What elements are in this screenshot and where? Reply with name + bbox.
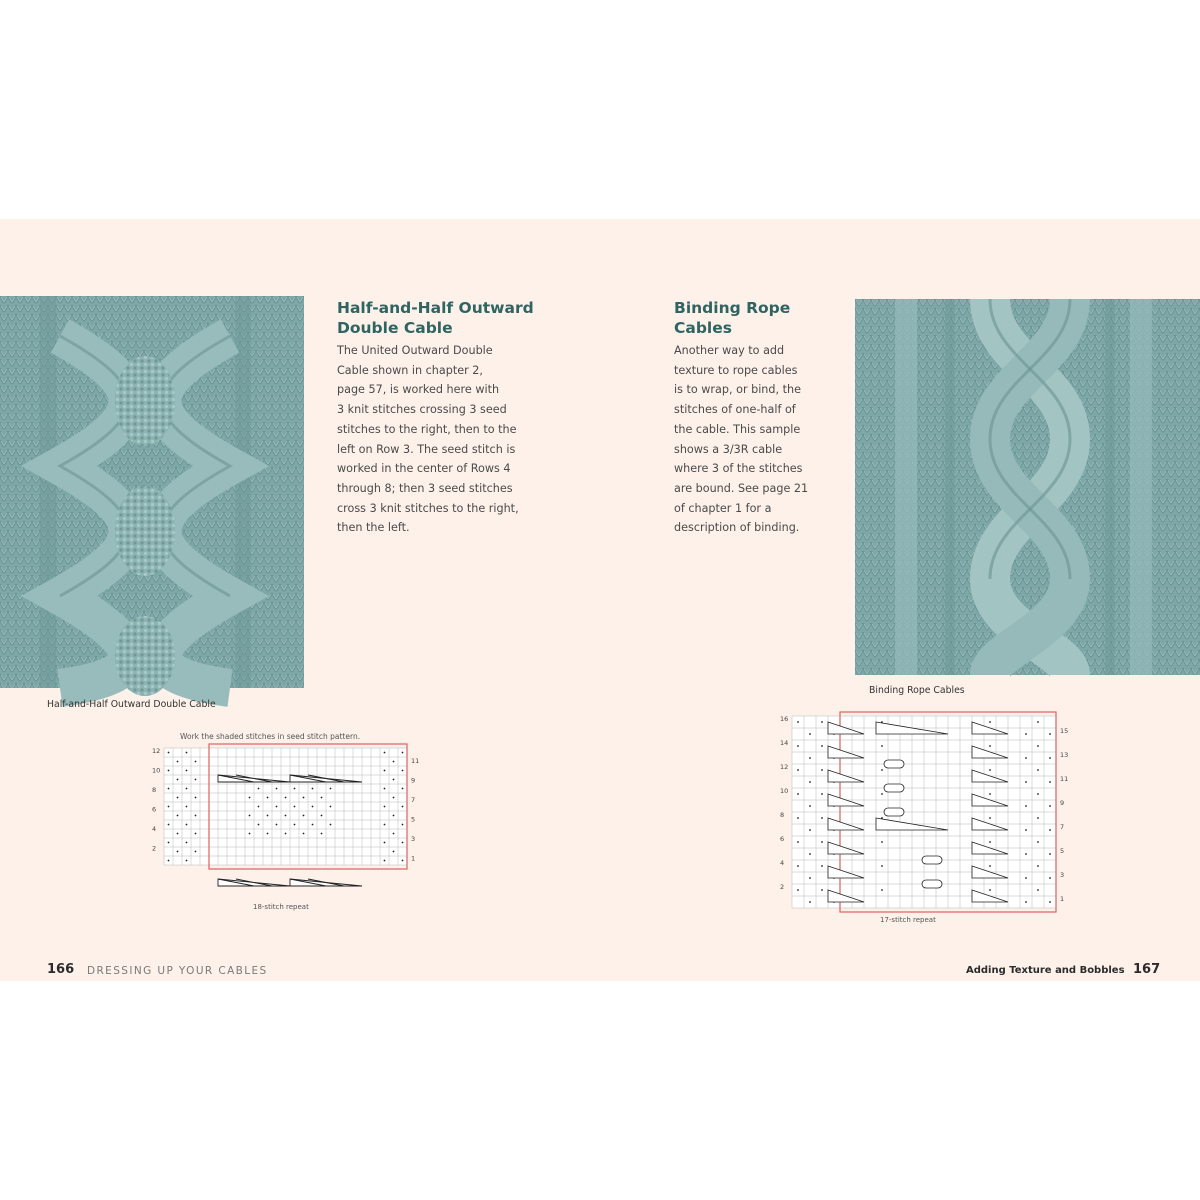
purl-dot [312, 824, 314, 826]
purl-dot [989, 721, 991, 723]
purl-dot [1049, 733, 1051, 735]
purl-dot [989, 841, 991, 843]
purl-dot [1049, 853, 1051, 855]
purl-dot [312, 788, 314, 790]
heading-line: Half-and-Half Outward [337, 299, 534, 317]
body-line: page 57, is worked here with [337, 383, 500, 397]
purl-dot [821, 793, 823, 795]
purl-dot [1025, 757, 1027, 759]
purl-dot [186, 824, 188, 826]
purl-dot [1025, 829, 1027, 831]
purl-dot [821, 817, 823, 819]
purl-dot [303, 815, 305, 817]
purl-dot [384, 842, 386, 844]
purl-dot [402, 752, 404, 754]
purl-dot [821, 745, 823, 747]
repeat-label-left: 18-stitch repeat [253, 903, 309, 911]
body-line: of chapter 1 for a [674, 501, 772, 515]
purl-dot [809, 757, 811, 759]
purl-dot [303, 797, 305, 799]
row-number-label: 1 [1060, 895, 1065, 903]
row-number-label: 4 [780, 859, 785, 867]
purl-dot [330, 788, 332, 790]
purl-dot [393, 779, 395, 781]
body-line: Cable shown in chapter 2, [337, 363, 483, 377]
purl-dot [797, 841, 799, 843]
body-line: worked in the center of Rows 4 [337, 462, 511, 476]
body-line: 3 knit stitches crossing 3 seed [337, 403, 507, 417]
body-line: stitches of one-half of [674, 403, 796, 417]
purl-dot [393, 833, 395, 835]
purl-dot [809, 829, 811, 831]
purl-dot [285, 833, 287, 835]
purl-dot [402, 824, 404, 826]
running-head-right: Adding Texture and Bobbles [966, 965, 1125, 976]
purl-dot [1025, 853, 1027, 855]
running-head-left: DRESSING UP YOUR CABLES [87, 965, 268, 977]
body-line: through 8; then 3 seed stitches [337, 481, 513, 495]
purl-dot [384, 860, 386, 862]
purl-dot [809, 805, 811, 807]
purl-dot [797, 865, 799, 867]
row-number-label: 7 [411, 795, 416, 804]
purl-dot [384, 770, 386, 772]
purl-dot [1049, 829, 1051, 831]
purl-dot [809, 901, 811, 903]
purl-dot [384, 788, 386, 790]
purl-dot [177, 761, 179, 763]
purl-dot [1025, 781, 1027, 783]
purl-dot [186, 806, 188, 808]
purl-dot [258, 806, 260, 808]
purl-dot [258, 824, 260, 826]
purl-dot [1049, 805, 1051, 807]
knitting-chart-right [772, 712, 1069, 912]
purl-dot [393, 851, 395, 853]
heading-line: Binding Rope [674, 299, 791, 317]
purl-dot [330, 806, 332, 808]
purl-dot [809, 733, 811, 735]
purl-dot [809, 853, 811, 855]
body-line: The United Outward Double [337, 344, 493, 357]
row-number-label: 9 [1060, 799, 1065, 807]
row-number-label: 3 [1060, 871, 1065, 879]
row-number-label: 2 [152, 844, 157, 853]
purl-dot [797, 889, 799, 891]
chart-note-left: Work the shaded stitches in seed stitch pattern. [180, 732, 361, 741]
purl-dot [402, 770, 404, 772]
row-number-label: 15 [1060, 727, 1069, 735]
purl-dot [312, 806, 314, 808]
body-line: left on Row 3. The seed stitch is [337, 442, 516, 456]
purl-dot [267, 833, 269, 835]
purl-dot [186, 788, 188, 790]
purl-dot [384, 752, 386, 754]
purl-dot [989, 865, 991, 867]
page-number-right: 167 [1133, 962, 1161, 977]
purl-dot [1037, 841, 1039, 843]
purl-dot [195, 779, 197, 781]
row-number-label: 6 [152, 805, 157, 814]
purl-dot [1037, 889, 1039, 891]
purl-dot [177, 779, 179, 781]
purl-dot [186, 842, 188, 844]
purl-dot [168, 806, 170, 808]
purl-dot [821, 889, 823, 891]
purl-dot [303, 833, 305, 835]
repeat-label-right: 17-stitch repeat [880, 916, 936, 924]
purl-dot [267, 797, 269, 799]
purl-dot [881, 889, 883, 891]
row-number-label: 8 [780, 811, 785, 819]
purl-dot [797, 817, 799, 819]
row-number-label: 1 [411, 854, 416, 863]
purl-dot [1025, 805, 1027, 807]
body-line: where 3 of the stitches [674, 462, 803, 476]
purl-dot [1037, 769, 1039, 771]
purl-dot [1025, 901, 1027, 903]
knit-swatch-photo-left [0, 296, 304, 688]
purl-dot [402, 842, 404, 844]
body-line: shows a 3/3R cable [674, 442, 783, 456]
purl-dot [321, 815, 323, 817]
purl-dot [195, 851, 197, 853]
purl-dot [321, 797, 323, 799]
purl-dot [402, 860, 404, 862]
purl-dot [384, 806, 386, 808]
purl-dot [267, 815, 269, 817]
purl-dot [797, 745, 799, 747]
purl-dot [989, 817, 991, 819]
row-number-label: 3 [411, 834, 416, 843]
purl-dot [285, 815, 287, 817]
purl-dot [168, 752, 170, 754]
purl-dot [821, 721, 823, 723]
purl-dot [321, 833, 323, 835]
purl-dot [249, 797, 251, 799]
purl-dot [177, 815, 179, 817]
purl-dot [1049, 781, 1051, 783]
purl-dot [881, 769, 883, 771]
purl-dot [1037, 817, 1039, 819]
purl-dot [989, 889, 991, 891]
row-number-label: 12 [780, 763, 789, 771]
purl-dot [1049, 757, 1051, 759]
row-number-label: 7 [1060, 823, 1065, 831]
purl-dot [1037, 745, 1039, 747]
row-number-label: 4 [152, 825, 157, 833]
purl-dot [881, 841, 883, 843]
purl-dot [195, 833, 197, 835]
purl-dot [330, 824, 332, 826]
row-number-label: 16 [780, 715, 789, 723]
purl-dot [393, 797, 395, 799]
row-number-label: 14 [780, 739, 789, 747]
purl-dot [294, 806, 296, 808]
body-line: the cable. This sample [674, 422, 801, 436]
purl-dot [989, 745, 991, 747]
purl-dot [1049, 901, 1051, 903]
purl-dot [809, 877, 811, 879]
body-line: cross 3 knit stitches to the right, [337, 501, 519, 515]
body-line: texture to rope cables [674, 363, 798, 377]
purl-dot [195, 761, 197, 763]
purl-dot [1037, 793, 1039, 795]
purl-dot [276, 788, 278, 790]
section-heading-left [337, 298, 577, 338]
purl-dot [285, 797, 287, 799]
purl-dot [989, 793, 991, 795]
purl-dot [294, 788, 296, 790]
body-line: description of binding. [674, 521, 800, 535]
body-line: are bound. See page 21 [674, 481, 809, 495]
photo-caption-left: Half-and-Half Outward Double Cable [47, 699, 216, 710]
purl-dot [1037, 865, 1039, 867]
purl-dot [168, 788, 170, 790]
row-number-label: 12 [152, 747, 161, 755]
purl-dot [168, 770, 170, 772]
photo-caption-right: Binding Rope Cables [869, 685, 965, 696]
purl-dot [402, 806, 404, 808]
purl-dot [393, 815, 395, 817]
purl-dot [177, 851, 179, 853]
knitting-chart-left [145, 744, 430, 919]
purl-dot [881, 793, 883, 795]
purl-dot [384, 824, 386, 826]
purl-dot [294, 824, 296, 826]
purl-dot [195, 815, 197, 817]
body-text-right [674, 341, 824, 538]
purl-dot [1049, 877, 1051, 879]
row-number-label: 6 [780, 835, 785, 843]
purl-dot [989, 769, 991, 771]
purl-dot [881, 865, 883, 867]
purl-dot [393, 761, 395, 763]
purl-dot [797, 769, 799, 771]
row-number-label: 10 [780, 787, 789, 795]
purl-dot [809, 781, 811, 783]
row-number-label: 2 [780, 883, 785, 891]
purl-dot [402, 788, 404, 790]
purl-dot [276, 824, 278, 826]
row-number-label: 9 [411, 776, 416, 785]
purl-dot [195, 797, 197, 799]
purl-dot [821, 865, 823, 867]
purl-dot [797, 721, 799, 723]
body-line: Another way to add [674, 344, 785, 357]
purl-dot [258, 788, 260, 790]
purl-dot [821, 841, 823, 843]
purl-dot [1025, 877, 1027, 879]
section-heading-right [674, 298, 834, 338]
row-number-label: 10 [152, 766, 161, 775]
chart-background [164, 748, 407, 865]
purl-dot [177, 833, 179, 835]
page-number-left: 166 [47, 962, 75, 977]
row-number-label: 5 [1060, 847, 1065, 855]
row-number-label: 8 [152, 786, 157, 794]
purl-dot [821, 769, 823, 771]
purl-dot [276, 806, 278, 808]
purl-dot [797, 793, 799, 795]
purl-dot [881, 745, 883, 747]
purl-dot [168, 842, 170, 844]
book-spread [0, 219, 1200, 981]
purl-dot [186, 860, 188, 862]
body-line: then the left. [337, 521, 410, 535]
purl-dot [249, 833, 251, 835]
purl-dot [1037, 721, 1039, 723]
knit-swatch-photo-right [855, 299, 1200, 675]
purl-dot [168, 824, 170, 826]
row-number-label: 11 [1060, 775, 1069, 783]
row-number-label: 13 [1060, 751, 1069, 759]
body-text-left [337, 341, 547, 538]
purl-dot [177, 797, 179, 799]
body-line: stitches to the right, then to the [337, 422, 517, 436]
purl-dot [249, 815, 251, 817]
row-number-label: 5 [411, 815, 416, 824]
purl-dot [186, 770, 188, 772]
heading-line: Cables [674, 319, 732, 337]
row-number-label: 11 [411, 756, 420, 765]
purl-dot [168, 860, 170, 862]
heading-line: Double Cable [337, 319, 453, 337]
purl-dot [1025, 733, 1027, 735]
body-line: is to wrap, or bind, the [674, 383, 801, 397]
purl-dot [186, 752, 188, 754]
